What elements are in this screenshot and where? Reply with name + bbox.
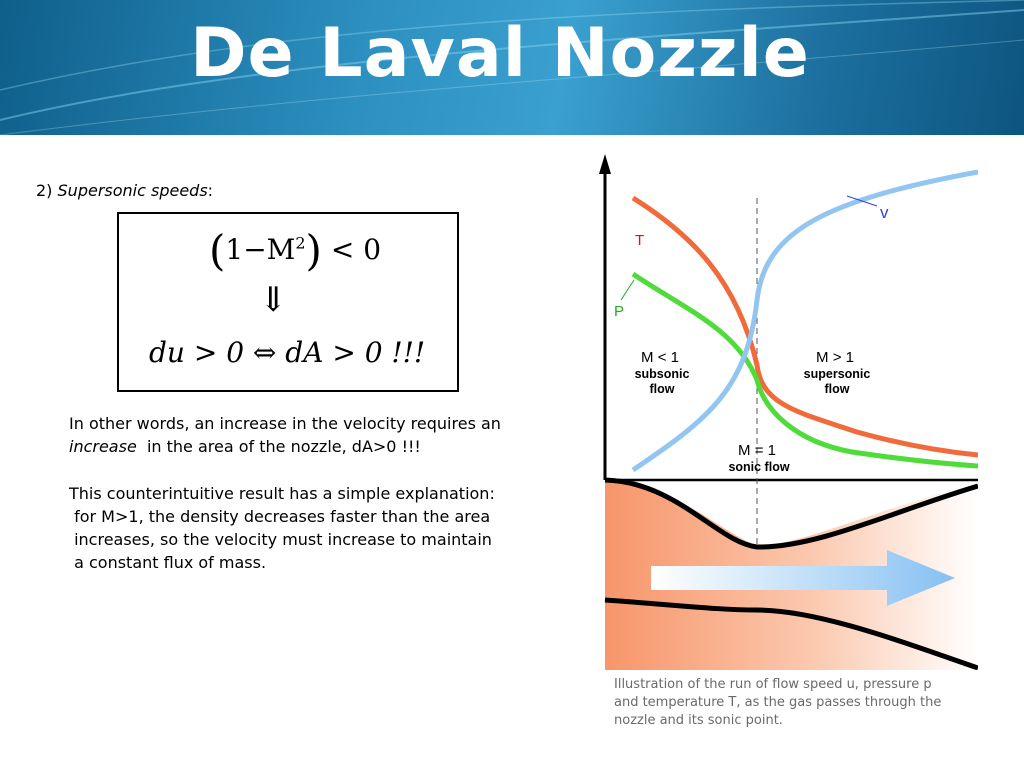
caption-line: Illustration of the run of flow speed u, pressure p <box>614 677 932 692</box>
slide-title: De Laval Nozzle <box>190 14 810 93</box>
subsonic-mach-label: M < 1 <box>641 349 679 366</box>
paragraph-explanation-2 <box>69 482 495 574</box>
subsonic-label-1: subsonic <box>634 367 690 381</box>
equation-condition: $(1-M^2) < 0$ <box>209 226 382 275</box>
subsonic-label-2: flow <box>649 382 675 396</box>
item-colon: : <box>207 181 214 200</box>
equation-result-text: du > 0 ⇔ dA > 0 !!! <box>149 336 426 369</box>
para2-line: a constant flux of mass. <box>69 553 267 572</box>
para1-italic-word: increase <box>69 437 137 456</box>
equation-condition-right: < 0 <box>330 233 382 266</box>
para2-line: increases, so the velocity must increase to maintain <box>69 530 492 549</box>
nozzle-flow-figure <box>597 150 978 670</box>
supersonic-label-1: supersonic <box>803 367 871 381</box>
caption-line: nozzle and its sonic point. <box>614 713 783 728</box>
y-axis-arrowhead <box>599 154 611 174</box>
supersonic-mach-label: M > 1 <box>816 349 854 366</box>
p-leader <box>621 280 634 300</box>
supersonic-label-2: flow <box>824 382 850 396</box>
sonic-mach-label: M = 1 <box>738 442 776 459</box>
para2-line: This counterintuitive result has a simple explanation: <box>69 484 495 503</box>
item-label: Supersonic speeds <box>57 181 208 200</box>
para1-line2-rest: in the area of the nozzle, dA>0 !!! <box>136 437 421 456</box>
velocity-curve <box>633 172 978 470</box>
item-number: 2) <box>36 181 53 200</box>
para1-line1: In other words, an increase in the velocity requires an <box>69 414 501 433</box>
equation-condition-left: 1−M <box>225 233 296 266</box>
t-label: T <box>635 232 645 249</box>
title-banner <box>0 0 1024 135</box>
p-label: P <box>614 303 625 320</box>
temperature-curve <box>633 198 978 455</box>
equation-box <box>117 212 459 392</box>
para2-line: for M>1, the density decreases faster than the area <box>69 507 491 526</box>
list-item-supersonic <box>36 181 213 200</box>
v-label: v <box>880 203 889 222</box>
paragraph-explanation-1 <box>69 412 501 458</box>
equation-exponent: 2 <box>295 233 306 253</box>
implies-arrow: ⇓ <box>259 280 288 320</box>
caption-line: and temperature T, as the gas passes through the <box>614 695 942 710</box>
sonic-flow-label: sonic flow <box>728 460 790 474</box>
equation-result <box>149 336 425 369</box>
figure-caption <box>614 676 941 730</box>
